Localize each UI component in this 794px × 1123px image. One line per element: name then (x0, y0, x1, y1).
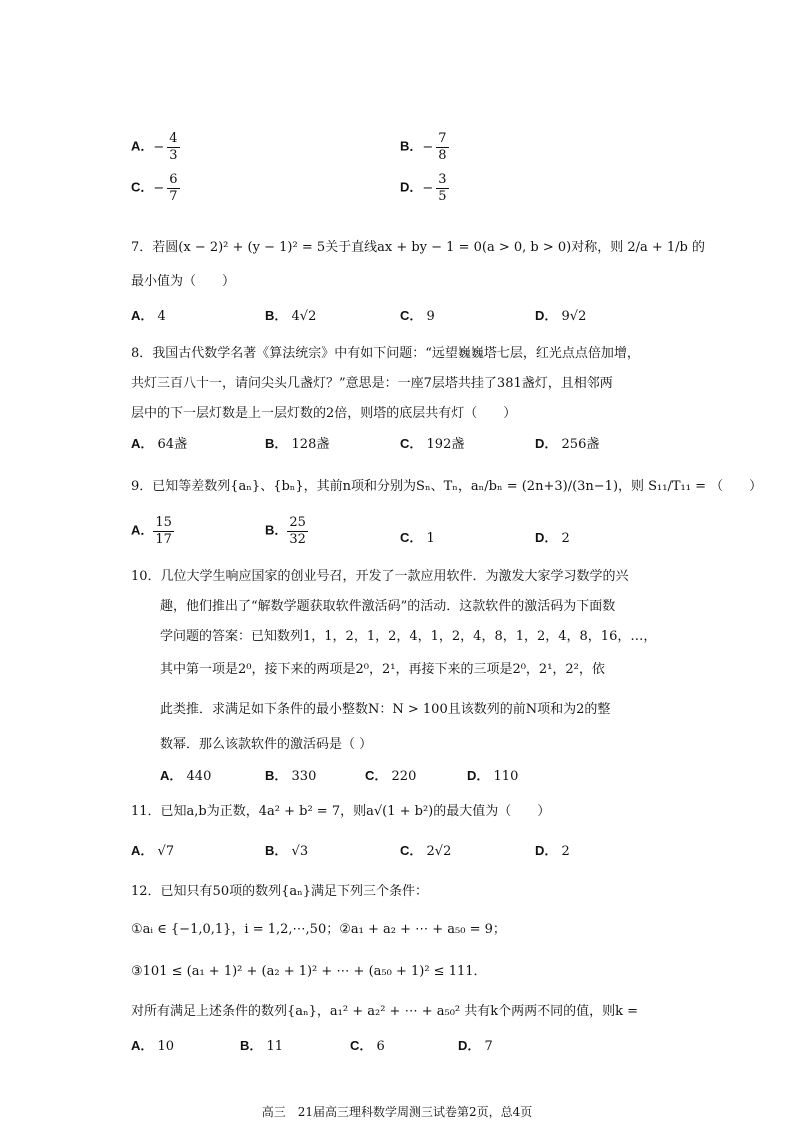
q12-option-d: D． 7 (458, 1038, 493, 1054)
q10-option-a: A． 440 (160, 768, 212, 784)
q8-option-c: C． 192盏 (400, 436, 465, 452)
q6-option-a: A．− $\frac{4}{3}$ (131, 131, 178, 163)
q9-option-a: A． $\frac{15}{17}$ (131, 515, 172, 547)
q10-option-c: C． 220 (365, 768, 417, 784)
q7-stem-line2: 最小值为（ ） (131, 274, 236, 289)
page-footer: 高三 21届高三理科数学周测三试卷第2页，总4页 (261, 1105, 533, 1119)
q10-option-d: D． 110 (467, 768, 519, 784)
q12-option-b: B． 11 (240, 1038, 284, 1054)
q10-line5: 此类推．求满足如下条件的最小整数N：N > 100且该数列的前N项和为2的整 (160, 702, 611, 717)
q7-stem-line1: 7．若圆(x − 2)² + (y − 1)² = 5关于直线ax + by − 1 = 0(a > 0, b > 0)对称，则 2/a + 1/b 的 (131, 240, 706, 255)
q8-option-a: A． 64盏 (131, 436, 188, 452)
q9-option-b: B． $\frac{25}{32}$ (265, 515, 306, 547)
q6-option-a-fraction: $\frac{4}{3}$ (169, 131, 178, 163)
q10-line4: 其中第一项是2⁰，接下来的两项是2⁰，2¹，再接下来的三项是2⁰，2¹，2²，依 (160, 662, 605, 677)
q10-line2: 趣，他们推出了“解数学题获取软件激活码”的活动．这款软件的激活码为下面数 (160, 599, 616, 614)
q6-option-b-fraction: $\frac{7}{8}$ (438, 131, 447, 163)
q8-stem-line2: 共灯三百八十一，请问尖头几盏灯？”意思是：一座7层塔共挂了381盏灯，且相邻两 (131, 376, 613, 391)
q7-option-b: B． 4√2 (265, 308, 317, 324)
q10-option-b: B． 330 (265, 768, 317, 784)
q10-line1: 10．几位大学生响应国家的创业号召，开发了一款应用软件．为激发大家学习数学的兴 (131, 569, 629, 584)
q10-line3: 学问题的答案：已知数列1，1，2，1，2，4，1，2，4，8，1，2，4，8，16，…， (160, 629, 657, 644)
q12-option-c: C． 6 (350, 1038, 385, 1054)
q7-option-d: D． 9√2 (535, 308, 587, 324)
q12-line2: ①aᵢ ∈ {−1,0,1}，i = 1,2,⋯,50；②a₁ + a₂ + ⋯ + a₅₀ = 9； (131, 922, 506, 937)
q8-stem-line3: 层中的下一层灯数是上一层灯数的2倍，则塔的底层共有灯（ ） (131, 406, 517, 421)
q12-option-a: A． 10 (131, 1038, 175, 1054)
q9-option-a-fraction: $\frac{15}{17}$ (155, 515, 172, 547)
q12-line1: 12．已知只有50项的数列{aₙ}满足下列三个条件： (131, 884, 429, 899)
q11-option-a: A． √7 (131, 843, 175, 859)
q9-option-d: D． 2 (535, 530, 570, 546)
q9-option-c: C． 1 (400, 530, 435, 546)
q9-option-b-fraction: $\frac{25}{32}$ (289, 515, 306, 547)
q7-option-c: C． 9 (400, 308, 435, 324)
q12-line3: ③101 ≤ (a₁ + 1)² + (a₂ + 1)² + ⋯ + (a₅₀ + 1)² ≤ 111． (131, 964, 487, 979)
q11-option-b: B． √3 (265, 843, 309, 859)
q6-option-d-fraction: $\frac{3}{5}$ (438, 172, 447, 204)
q9-stem: 9．已知等差数列{aₙ}、{bₙ}，其前n项和分别为Sₙ、Tₙ，aₙ/bₙ = (2n+3)/(3n−1)，则 S₁₁/T₁₁ = （ ） (131, 479, 763, 494)
q6-option-d: D．− $\frac{3}{5}$ (400, 172, 447, 204)
q8-option-d: D． 256盏 (535, 436, 600, 452)
q8-option-b: B． 128盏 (265, 436, 330, 452)
q6-option-c-fraction: $\frac{6}{7}$ (169, 172, 178, 204)
q11-option-c: C． 2√2 (400, 843, 452, 859)
q6-option-c: C．− $\frac{6}{7}$ (131, 172, 178, 204)
q6-option-b: B．− $\frac{7}{8}$ (400, 131, 447, 163)
q10-line6: 数幂．那么该款软件的激活码是（ ） (160, 737, 373, 752)
q8-stem-line1: 8．我国古代数学名著《算法统宗》中有如下问题：“远望巍巍塔七层，红光点点倍加增， (131, 346, 640, 361)
q7-option-a: A． 4 (131, 308, 166, 324)
q12-line4: 对所有满足上述条件的数列{aₙ}，a₁² + a₂² + ⋯ + a₅₀² 共有k个两两不同的值，则k = (131, 1004, 639, 1019)
q11-stem: 11．已知a,b为正数，4a² + b² = 7，则a√(1 + b²)的最大值为（ ） (131, 804, 551, 819)
q11-option-d: D． 2 (535, 843, 570, 859)
